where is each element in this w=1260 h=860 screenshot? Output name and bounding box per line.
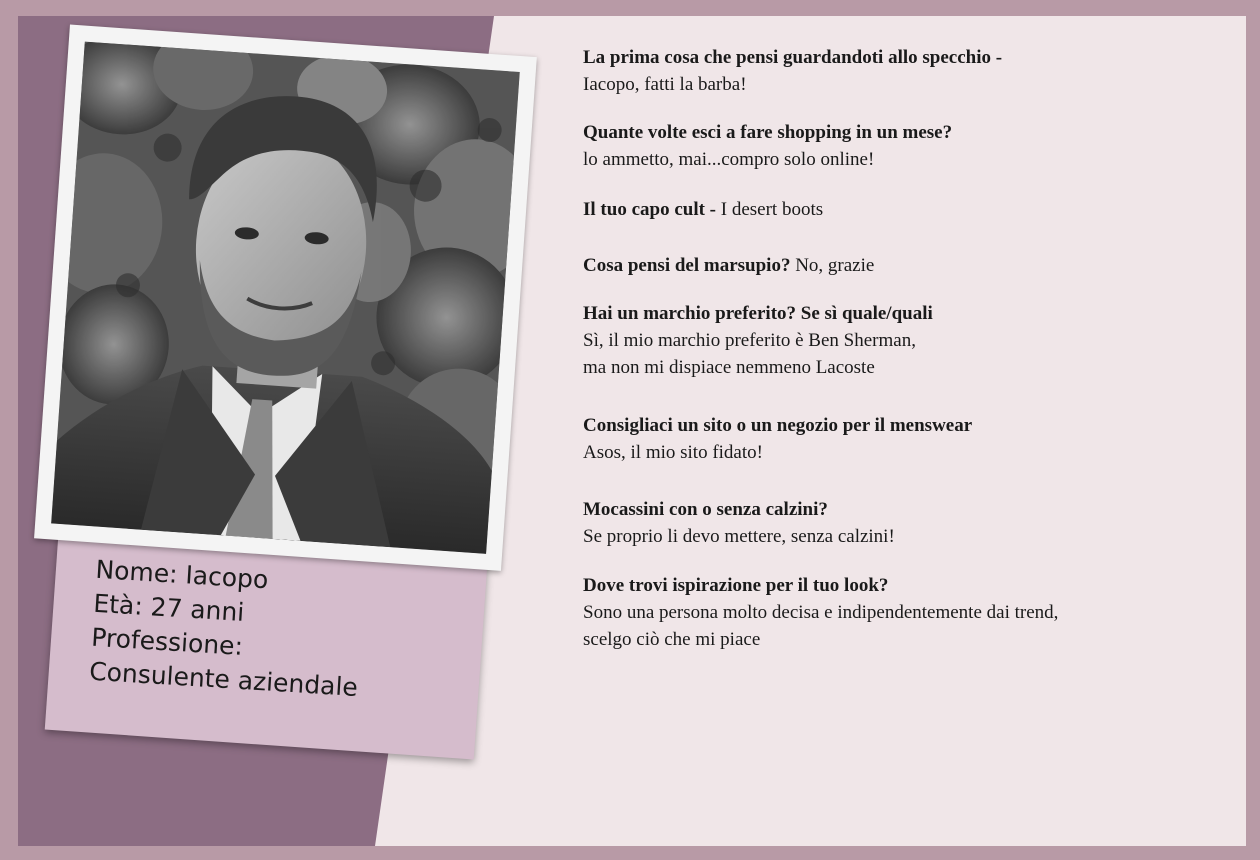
answer-line: ma non mi dispiace nemmeno Lacoste	[583, 357, 875, 378]
qa-item	[583, 196, 1238, 223]
qa-item	[583, 119, 1238, 173]
answer: No, grazie	[795, 255, 875, 276]
qa-item	[583, 572, 1238, 653]
profile-info	[88, 553, 365, 705]
qa-item	[583, 300, 1238, 381]
photo-frame	[34, 25, 537, 571]
question: Mocassini con o senza calzini?	[583, 499, 828, 520]
question: Hai un marchio preferito? Se sì quale/quali	[583, 303, 933, 324]
polaroid-card	[21, 25, 537, 756]
question: Dove trovi ispirazione per il tuo look?	[583, 575, 889, 596]
question: Consigliaci un sito o un negozio per il menswear	[583, 415, 973, 436]
answer: Se proprio li devo mettere, senza calzini!	[583, 526, 895, 547]
qa-item	[583, 44, 1238, 98]
portrait-photo	[51, 42, 520, 554]
profession-value: Consulente aziendale	[88, 656, 359, 703]
question: Il tuo capo cult -	[583, 199, 716, 220]
age-line: Età: 27 anni	[92, 588, 246, 627]
qa-item	[583, 412, 1238, 466]
answer: I desert boots	[720, 199, 824, 220]
qa-item	[583, 496, 1238, 550]
answer: Asos, il mio sito fidato!	[583, 442, 763, 463]
portrait-illustration	[51, 42, 520, 554]
question: Quante volte esci a fare shopping in un mese?	[583, 122, 953, 143]
question: La prima cosa che pensi guardandoti allo specchio -	[583, 47, 1003, 68]
profession-label: Professione:	[90, 622, 244, 661]
answer-line: Sì, il mio marchio preferito è Ben Sherman,	[583, 330, 916, 351]
answer: Iacopo, fatti la barba!	[583, 74, 747, 95]
name-line: Nome: Iacopo	[94, 554, 270, 595]
qa-item	[583, 252, 1238, 279]
answer: lo ammetto, mai...compro solo online!	[583, 149, 875, 170]
answer-line: Sono una persona molto decisa e indipendentemente dai trend,	[583, 602, 1059, 623]
question: Cosa pensi del marsupio?	[583, 255, 791, 276]
answer-line: scelgo ciò che mi piace	[583, 629, 761, 650]
